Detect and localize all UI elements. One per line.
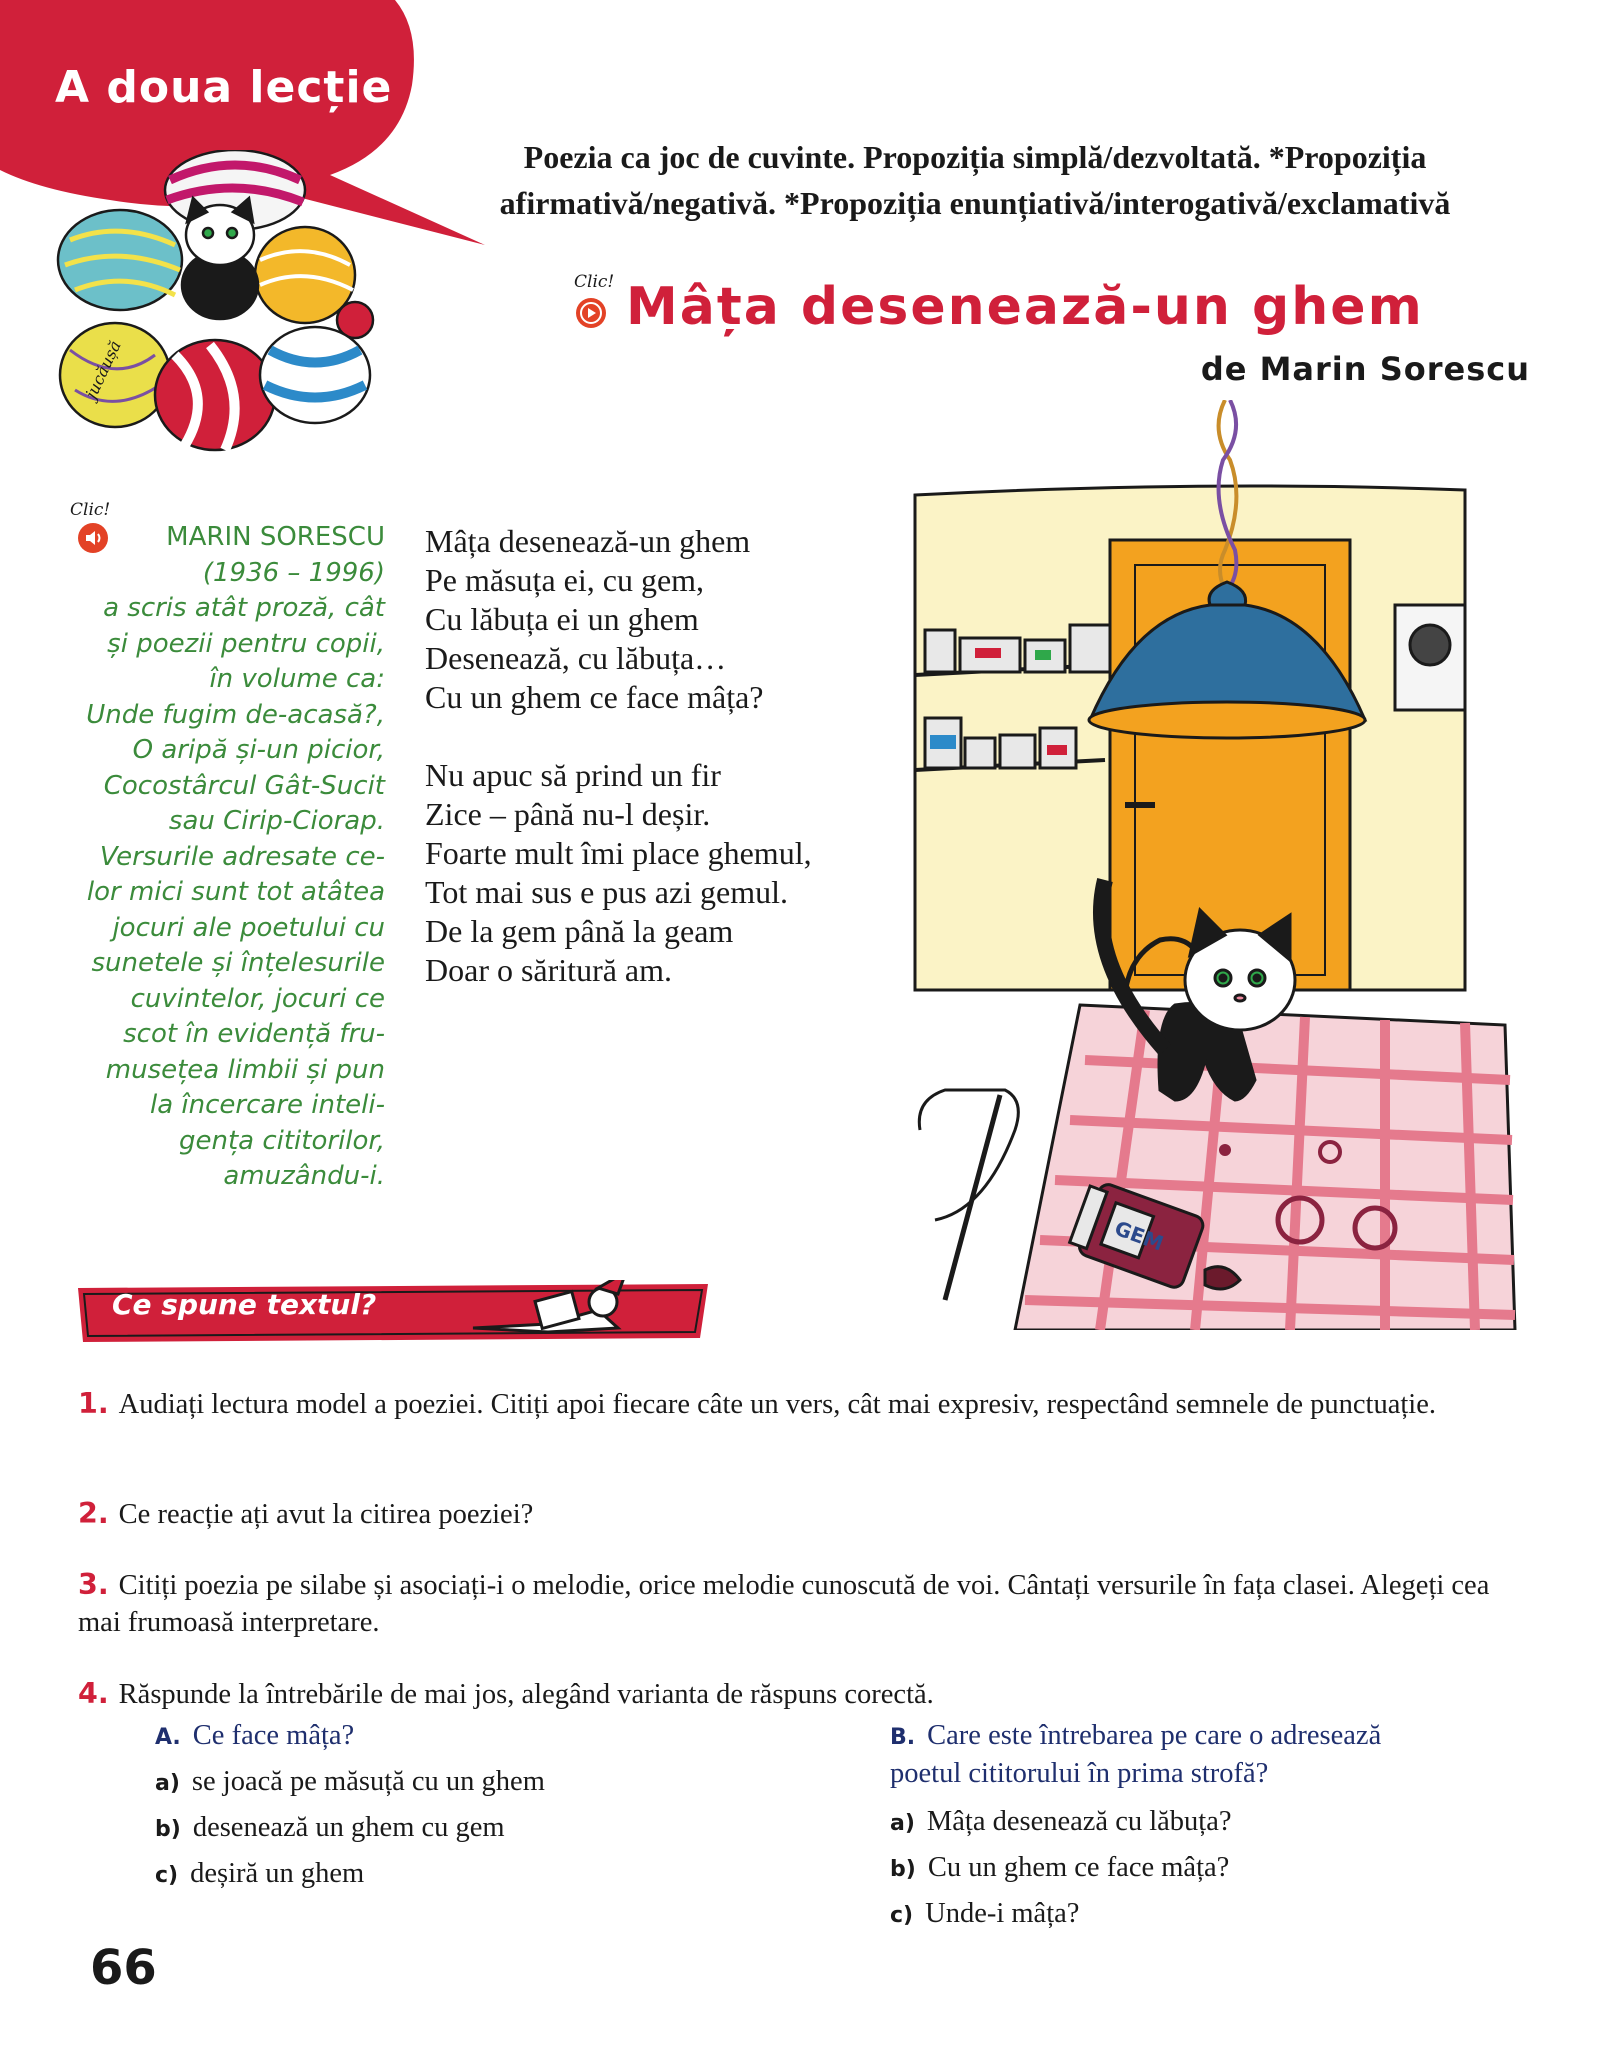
option-text: desenează un ghem cu gem <box>192 1812 505 1843</box>
quiz-a <box>155 1718 805 1894</box>
poem-verse: Foarte mult îmi place ghemul, <box>425 835 812 871</box>
lesson-topics <box>420 134 1530 226</box>
question-number: 1. <box>78 1387 109 1420</box>
poem-verse: De la gem până la geam <box>425 913 734 949</box>
topics-line: Poezia ca joc de cuvinte. Propoziția simplă/dezvoltată. *Propoziția <box>523 139 1427 175</box>
bio-line: sunetele și înțelesurile <box>91 948 385 978</box>
question-4 <box>78 1675 1533 1713</box>
question-2 <box>78 1495 1533 1533</box>
quiz-a-question <box>155 1718 805 1756</box>
poem-verse: Desenează, cu lăbuța… <box>425 640 727 676</box>
bio-line: Cocostârcul Gât-Sucit <box>103 770 385 801</box>
poem-author: de Marin Sorescu <box>1200 350 1530 388</box>
quiz-b <box>890 1718 1530 1934</box>
question-text: Audiați lectura model a poeziei. Citiți apoi fiecare câte un vers, cât mai expresiv, respectând semnele de punctuație. <box>118 1389 1436 1420</box>
bio-line: și poezii pentru copii, <box>107 628 385 659</box>
option-text: se joacă pe măsuță cu un ghem <box>191 1766 545 1797</box>
page-number: 66 <box>90 1940 157 1996</box>
bio-line: cuvintelor, jocuri ce <box>130 983 385 1014</box>
quiz-option[interactable] <box>155 1810 805 1848</box>
quiz-question-text: Care este întrebarea pe care o adresează <box>927 1720 1382 1751</box>
question-1 <box>78 1385 1533 1423</box>
question-number: 4. <box>78 1677 109 1710</box>
bio-line: musețea limbii și pun <box>105 1054 385 1085</box>
clic-label: Clic! <box>574 272 615 292</box>
question-text: Citiți poezia pe silabe și asociați-i o melodie, orice melodie cunoscută de voi. Cântați versurile în fața clasei. Alegeți cea mai frumoasă interpretare. <box>78 1570 1490 1638</box>
quiz-letter: B. <box>890 1725 916 1750</box>
quiz-option[interactable] <box>890 1850 1530 1888</box>
poem-verse: Nu apuc să prind un fir <box>425 757 721 793</box>
quiz-option[interactable] <box>890 1804 1530 1842</box>
question-text: Ce reacție ați avut la citirea poeziei? <box>118 1499 534 1530</box>
option-text: Mâța desenează cu lăbuța? <box>926 1806 1232 1837</box>
jar-label: GEM <box>1111 1215 1167 1256</box>
bio-line: Unde fugim de-acasă?, <box>86 699 385 730</box>
bio-line: lor mici sunt tot atâtea <box>86 877 385 907</box>
yarn-label: jucăușă <box>81 337 125 402</box>
bio-line: a scris atât proză, cât <box>103 593 385 623</box>
play-audio-icon[interactable] <box>576 298 606 328</box>
question-number: 3. <box>78 1568 109 1601</box>
option-text: deșiră un ghem <box>190 1858 365 1889</box>
poem-stanza-1 <box>425 522 895 717</box>
quiz-option[interactable] <box>155 1856 805 1894</box>
option-letter: b) <box>155 1817 181 1842</box>
option-text: Unde-i mâța? <box>925 1898 1080 1929</box>
option-letter: c) <box>155 1863 179 1888</box>
option-letter: b) <box>890 1857 916 1882</box>
poem-title-row <box>572 272 1424 342</box>
bio-line: sau Cirip-Ciorap. <box>168 806 385 836</box>
author-bio <box>55 520 385 1195</box>
poem-verse: Pe măsuța ei, cu gem, <box>425 562 705 598</box>
poem-verse: Zice – până nu-l deșir. <box>425 796 711 832</box>
quiz-question-text: Ce face mâța? <box>192 1720 355 1751</box>
poem-title: Mâța desenează-un ghem <box>626 277 1424 337</box>
clic-label: Clic! <box>70 500 111 520</box>
section-title: Ce spune textul? <box>112 1288 377 1321</box>
option-letter: a) <box>890 1811 915 1836</box>
bio-line: amuzându-i. <box>223 1161 385 1191</box>
poem-text <box>425 522 895 1029</box>
poem-verse: Tot mai sus e pus azi gemul. <box>425 874 789 910</box>
quiz-question-text: poetul cititorului în prima strofă? <box>890 1758 1269 1789</box>
bio-line: jocuri ale poetului cu <box>112 912 385 943</box>
bio-line: Versurile adresate ce- <box>99 841 385 872</box>
bio-author-name: MARIN SORESCU <box>166 522 385 552</box>
bio-line: la încercare inteli- <box>149 1090 385 1120</box>
question-3 <box>78 1566 1533 1641</box>
option-letter: a) <box>155 1771 180 1796</box>
question-number: 2. <box>78 1497 109 1530</box>
bio-line: O aripă și-un picior, <box>132 735 385 765</box>
kitchen-cat-illustration <box>905 400 1525 1330</box>
quiz-letter: A. <box>155 1725 181 1750</box>
lesson-title: A doua lecție <box>55 62 393 113</box>
bio-line: gența cititorilor, <box>178 1125 385 1156</box>
poem-verse: Cu lăbuța ei un ghem <box>425 601 699 637</box>
yarn-cat-illustration <box>55 150 395 470</box>
bio-line: în volume ca: <box>209 664 385 694</box>
quiz-b-question <box>890 1718 1530 1792</box>
poem-verse: Doar o săritură am. <box>425 952 673 988</box>
bio-line: scot în evidență fru- <box>123 1019 385 1049</box>
bio-line: (1936 – 1996) <box>202 557 385 588</box>
option-letter: c) <box>890 1903 914 1928</box>
poem-verse: Cu un ghem ce face mâța? <box>425 679 764 715</box>
poem-stanza-2 <box>425 756 895 990</box>
topics-line: afirmativă/negativă. *Propoziția enunțiativă/interogativă/exclamativă <box>499 185 1451 221</box>
question-text: Răspunde la întrebările de mai jos, alegând varianta de răspuns corectă. <box>118 1679 934 1710</box>
quiz-option[interactable] <box>155 1764 805 1802</box>
quiz-option[interactable] <box>890 1896 1530 1934</box>
poem-verse: Mâța desenează-un ghem <box>425 523 751 559</box>
option-text: Cu un ghem ce face mâța? <box>927 1852 1230 1883</box>
